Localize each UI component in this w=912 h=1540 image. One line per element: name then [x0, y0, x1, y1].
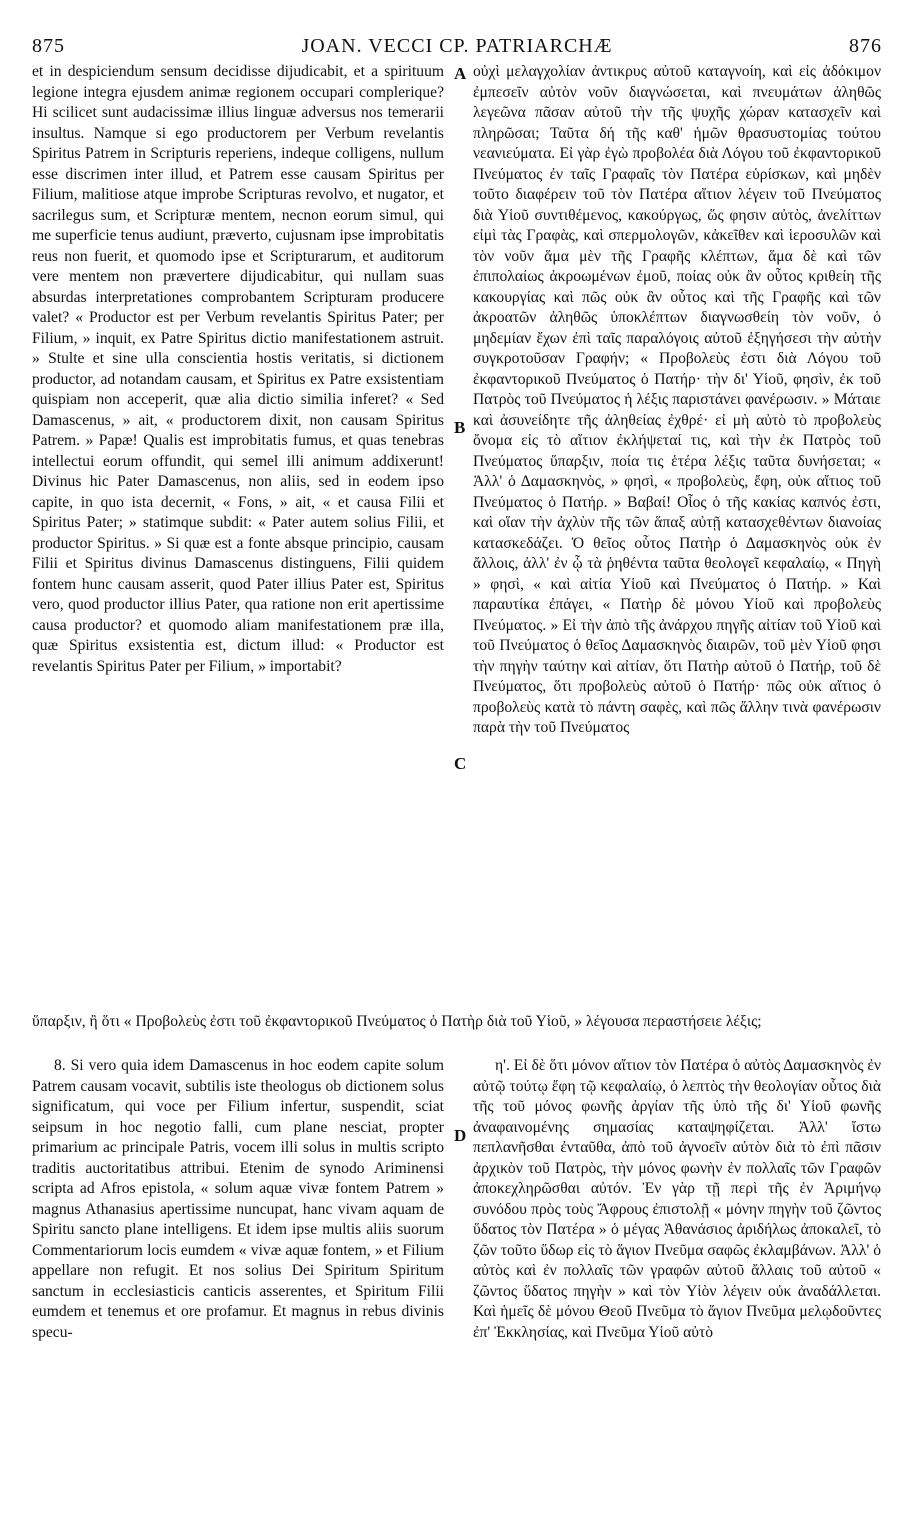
margin-marker-b: B — [454, 418, 466, 437]
page-header — [32, 35, 882, 65]
greek-column-bottom — [473, 1056, 881, 1343]
greek-text-top: οὐχὶ μελαγχολίαν ἀντικρυς αὐτοῦ καταγνοίη, καὶ εἰς ἀδόκιμον ἐμπεσεῖν αὐτὸν νοῦν διαγνώσεται, καὶ πνευμάτων ἀληθῶς λεγεῶνα πᾶσαν αὐτοῦ τὴν τῆς ψυχῆς χώραν κατασχεῖν καὶ πληρῶσαι; Ταῦτα δή τῆς καθ' ἡμῶν θρασυστομίας τούτου νεανιεύματα. Εἰ γὰρ ἐγὼ προβολέα διὰ Λόγου τοῦ ἐκφαντορικοῦ Πνεύματος ἐν ταῖς Γραφαῖς τὸν Πατέρα εὑρίσκων, καὶ μηδὲν τοῦτο διαφέρειν τοῦ τὸν Πατέρα αἴτιον λέγειν τοῦ Πνεύματος διὰ Υἱοῦ συντιθέμενος, κακούργως, ὥς φησιν αὐτὸς, ἀνελίττων εἰμὶ τὰς Γραφὰς, καὶ σπερμολογῶν, κἀκεῖθεν καὶ ἱεροσυλῶν καὶ τὸν νοῦν ἅμα μὲν τῆς Γραφῆς κλέπτων, ἅμα δὲ καὶ τῶν ἐπιπολαίως ἀκροωμένων ἐμοῦ, ποίας οὐκ ἂν οὗτος κριθείη τῆς κακουργίας καὶ πῶς οὐκ ἂν οὗτος καὶ τῆς Γραφῆς καὶ τῶν ἀκροατῶν ἀληθῶς ὑποκλέπτων διαγνωσθείη τὸν νοῦν, ὁ μηδεμίαν ἔχων ἐπὶ ταῖς παραλόγοις αὐτοῦ ἐξηγήσεσι τὴν αὐτὴν συγκροτοῦσαν Γραφήν; « Προβολεὺς ἐστι διὰ Λόγου τοῦ ἐκφαντορικοῦ Πνεύματος ὁ Πατήρ· τὴν δι' Υἱοῦ, φησὶν, ἐκ τοῦ Πατρὸς τοῦ Πνεύματος ἡ λέξις παριστάνει φανέρωσιν. » Μάταιε καὶ ἀσυνείδητε τῆς ἀληθείας ἐχθρέ· εἰ μὴ αὐτὸ τὸ προβολεὺς ὄνομα εἰς τὸ αἴτιον ἐκλήψεταί τις, καὶ τὴν ἐκ Πατρὸς τοῦ Πνεύματος ὕπαρξιν, ποία τις ἑτέρα λέξις ταῦτα δυνήσεται; « Ἀλλ' ὁ Δαμασκηνὸς, » φησὶ, « προβολεὺς, ἔφη, οὐκ αἴτιος τοῦ Πνεύματος ὁ Πατήρ. » Βαβαί! Οἷος ὁ τῆς κακίας καπνός ἐστι, καὶ οἵαν τὴν ἀχλὺν τῆς τῶν ἅπαξ αὐτῇ κατασχεθέντων διανοίας κατασκεδάζει. Ὁ θεῖος οὗτος Πατὴρ ὁ Δαμασκηνὸς οὐκ ἐν ἄλλοις, ἀλλ' ἐν ᾧ τὰ ῥηθέντα ταῦτα θεολογεῖ κεφαλαίῳ, « Πηγὴ » φησὶ, « καὶ αἰτία Υἱοῦ καὶ Πνεύματος ὁ Πατήρ. » Καὶ παραυτίκα ἐπάγει, « Πατὴρ δὲ μόνου Υἱοῦ καὶ προβολεὺς Πνεύματος. » Εἰ τὴν ἀπὸ τῆς ἀνάρχου πηγῆς αἰτίαν τοῦ Υἱοῦ καὶ τοῦ Πνεύματος ὁ θεῖος Δαμασκηνὸς διαιρῶν, τοῦ μὲν Υἱοῦ φησι τὴν πηγὴν ταύτην καὶ αἰτίαν, ὅτι Πατὴρ αὐτοῦ ὁ Πατήρ, τοῦ δὲ Πνεύματος, ὅτι προβολεὺς αὐτοῦ ὁ Πατήρ· πῶς οὐκ αἴτιος ὁ προβολεὺς κατὰ τὸ πάντη σαφὲς, καὶ πῶς ἄλλην τινὰ φανέρωσιν παρὰ τὴν τοῦ Πνεύματος — [473, 63, 881, 736]
page-number-left: 875 — [32, 35, 65, 57]
full-width-line — [32, 1012, 882, 1033]
margin-marker-c: C — [454, 754, 467, 773]
greek-text-bottom: η'. Εἰ δὲ ὅτι μόνον αἴτιον τὸν Πατέρα ὁ αὐτὸς Δαμασκηνὸς ἐν αὐτῷ τούτῳ ἔφη τῷ κεφαλαίῳ, ὁ λεπτὸς τὴν θεολογίαν οὗτος διὰ τῆς τοῦ μόνος φωνῆς ἀργίαν τῆς ὑπὸ τῆς δι' Υἱοῦ φωνῆς ἀναφαινομένης σημασίας καταψηφίζεται. Ἀλλ' ἴστω πεπλανῆσθαι ἐνταῦθα, ἀπὸ τοῦ ἀγνοεῖν αὐτὸν διὰ τὸ ἐπὶ πᾶσιν ἀρχικὸν τοῦ Πατρὸς, τὴν μόνος φωνὴν ἐν πολλαῖς τῶν Γραφῶν ἀποκεχληρῶσθαι αὐτόν. Ἐν γὰρ τῇ περὶ τῆς ἐν Ἀριμήνῳ συνόδου πρὸς τοὺς Ἄφρους ἐπιστολῇ « μόνην πηγὴν τοῦ ζῶντος ὕδατος τὸν Πατέρα » ὁ μέγας Ἀθανάσιος ἀριδήλως ἀποκαλεῖ, τὸ ζῶν τοῦτο ὕδωρ εἰς τὸ ἅγιον Πνεῦμα σαφῶς ἐκλαμβάνων. Ἀλλ' ὁ αὐτὸς καὶ ἐν πολλαῖς τῶν γραφῶν αὐτοῦ ἄλλαις τοῦ αὐτοῦ « ζῶντος ὕδατος πηγὴν » καὶ τὸν Υἱὸν λέγειν οὐκ ἀναδάλλεται. Καὶ ἡμεῖς δὲ μόνου Θεοῦ Πνεῦμα τὸ ἅγιον Πνεῦμα μελῳδοῦντες ἐπ' Ἐκκλησίας, καὶ Πνεῦμα Υἱοῦ αὐτὸ — [473, 1057, 881, 1341]
latin-column-bottom — [32, 1056, 444, 1343]
latin-text-bottom: 8. Si vero quia idem Damascenus in hoc eodem capite solum Patrem causam vocavit, subtilis iste theologus ob dictionem solus significatum, qui voce per Filium infertur, suspendit, sciat seipsum in hoc negotio falli, cum plane nesciat, propter primarium ac principale Patris, vocem illi solus in multis scripto traditis auctoritatibus attribui. Etenim de synodo Ariminensi scripta ad Afros epistola, « solum aquæ vivæ fontem Patrem » magnus Athanasius apertissime nuncupat, hanc vivam aquam de Spiritu sancto plane intelligens. Et idem ipse multis aliis suorum Commentariorum locis eumdem « vivæ aquæ fontem, » et Filium appellare non refugit. Et nos solius Dei Spiritum Spiritum sanctum in ecclesiasticis canticis asserentes, et Spiritum Filii eumdem et tenemus et ore profamur. Et magnus in rebus divinis specu- — [32, 1057, 444, 1341]
full-width-text: ὕπαρξιν, ἢ ὅτι « Προβολεὺς ἐστι τοῦ ἐκφαντορικοῦ Πνεύματος ὁ Πατὴρ διὰ τοῦ Υἱοῦ, » λέγουσα περαστήσειε λέξις; — [32, 1013, 762, 1030]
latin-text-top: et in despiciendum sensum decidisse dijudicabit, et a spirituum legione integra ejusdem animæ regionem occupari complerique? Hi scilicet sunt audacissimæ illius linguæ adversus nos temerarii insultus. Namque si ego productorem per Verbum revelantis Spiritus Patrem in Scripturis reperiens, indeque colligens, nullum esse discrimen inter illud, et Patrem esse causam Spiritus per Filium, malitiose atque improbe Scripturas revolvo, et nugator, et sacrilegus sum, et Scripturæ mentem, necnon eorum simul, qui me superficie tenus audiunt, præverto, cujusnam ipse improbitatis reus non fuerit, et quomodo ipse et Scripturarum, et auditorum vere mentem non prævertere dijudicabitur, qui nullam suas absurdas interpretationes comprobantem Scripturam producere valet? « Productor est per Verbum revelantis Spiritus Pater; per Filium, » inquit, ex Patre Spiritus dictio manifestationem astruit. » Stulte et sine ulla conscientia hostis veritatis, si dictionem productor, ad notandam causam, et Spiritus ex Patre exsistentiam quispiam non acceperit, quæ alia dictio similia inferet? « Sed Damascenus, » ait, « productorem dixit, non causam Spiritus Patrem. » Papæ! Qualis est improbitatis fumus, et quas tenebras intellectui eorum offundit, qui semel illi animum addixerunt! Divinus hic Pater Damascenus, non aliis, sed in eodem ipso capite, in quo ista decernit, « Fons, » ait, « et causa Filii et Spiritus Pater; » statimque subdit: « Pater autem solius Filii, et productor Spiritus. » Si quæ est a fonte absque principio, causam Filii et Spiritus divinus Damascenus distinguens, Filii quidem fontem hunc causam asserit, quod Pater illius Pater est, Spiritus vero, quod productor illius Pater, qua ratione non erit apertissime causa productor? et quomodo aliam manifestationem præ illa, quæ Spiritus exsistentia est, dictum illud: « Productor est revelantis Spiritus Pater per Filium, » importabit? — [32, 63, 444, 675]
page-number-right: 876 — [849, 35, 882, 57]
margin-marker-d: D — [454, 1126, 467, 1145]
running-title: JOAN. VECCI CP. PATRIARCHÆ — [301, 35, 613, 57]
latin-column-top — [32, 62, 444, 677]
margin-marker-a: A — [454, 64, 467, 83]
greek-column-top — [473, 62, 881, 739]
